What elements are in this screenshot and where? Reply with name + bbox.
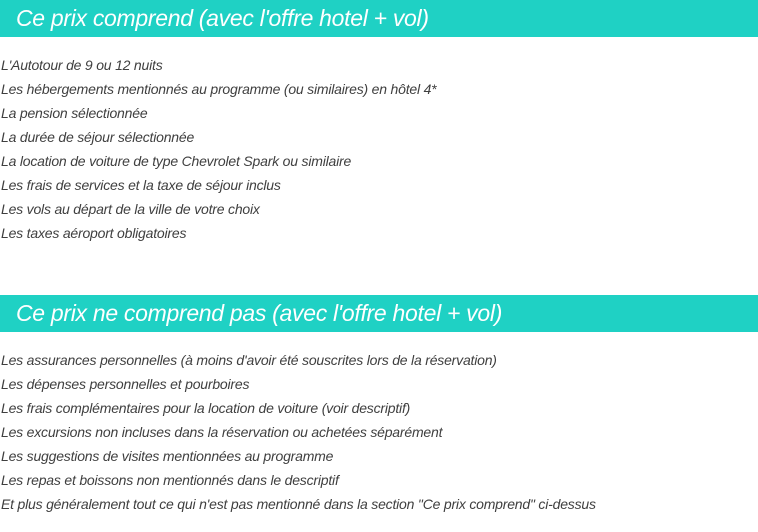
excludes-item: Les frais complémentaires pour la location de voiture (voir descriptif) <box>1 400 411 416</box>
excludes-item: Et plus généralement tout ce qui n'est pas mentionné dans la section "Ce prix comprend" ci-dessus <box>1 496 596 512</box>
includes-list <box>1 53 436 245</box>
includes-item: L'Autotour de 9 ou 12 nuits <box>1 57 163 73</box>
includes-item: Les hébergements mentionnés au programme (ou similaires) en hôtel 4* <box>1 81 437 97</box>
excludes-item: Les assurances personnelles (à moins d'avoir été souscrites lors de la réservation) <box>1 352 497 368</box>
includes-title: Ce prix comprend (avec l'offre hotel + vol) <box>16 5 429 31</box>
includes-header <box>0 0 758 37</box>
includes-item: Les frais de services et la taxe de séjour inclus <box>1 177 281 193</box>
excludes-item: Les excursions non incluses dans la réservation ou achetées séparément <box>1 424 443 440</box>
excludes-header <box>0 295 758 332</box>
excludes-item: Les repas et boissons non mentionnés dans le descriptif <box>1 472 339 488</box>
includes-item: La durée de séjour sélectionnée <box>1 129 195 145</box>
excludes-item: Les suggestions de visites mentionnées au programme <box>1 448 334 464</box>
excludes-item: Les dépenses personnelles et pourboires <box>1 376 250 392</box>
includes-item: Les vols au départ de la ville de votre choix <box>1 201 260 217</box>
excludes-title: Ce prix ne comprend pas (avec l'offre hotel + vol) <box>16 300 503 326</box>
includes-item: Les taxes aéroport obligatoires <box>1 225 187 241</box>
excludes-list <box>1 348 596 516</box>
includes-item: La location de voiture de type Chevrolet Spark ou similaire <box>1 153 352 169</box>
includes-item: La pension sélectionnée <box>1 105 148 121</box>
